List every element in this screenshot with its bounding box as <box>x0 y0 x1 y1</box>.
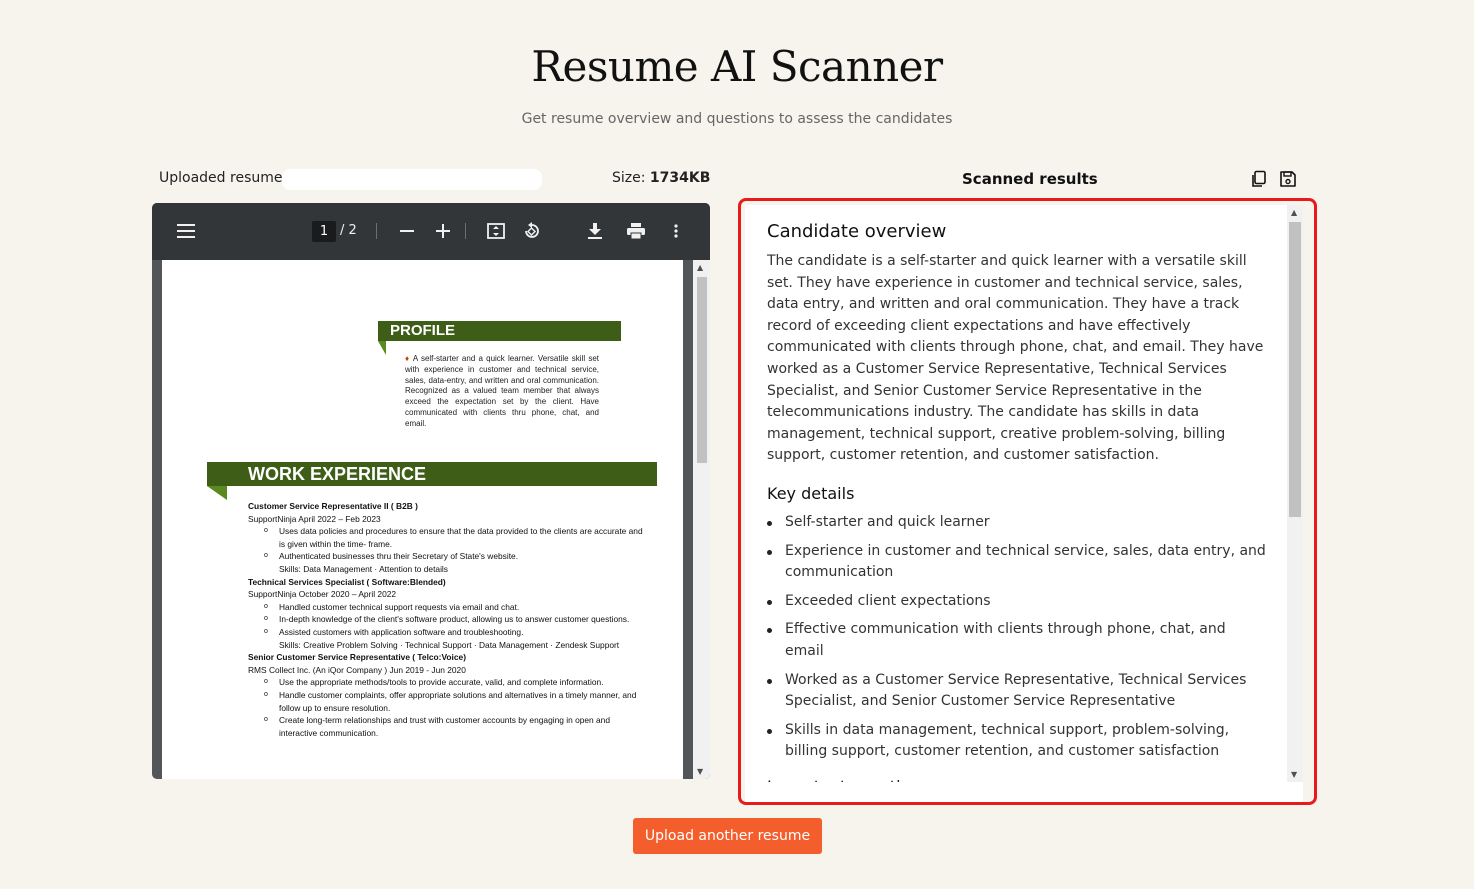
upload-another-resume-button[interactable]: Upload another resume <box>633 818 822 854</box>
banner-fold <box>207 486 227 500</box>
scanned-results-title: Scanned results <box>962 170 1098 188</box>
job-bullet: o In-depth knowledge of the client's software product, allowing us to answer customer questions. <box>248 613 648 626</box>
list-item: Effective communication with clients through phone, chat, and email <box>767 619 1267 662</box>
candidate-overview-text: The candidate is a self-starter and quick learner with a versatile skill set. They have experience in customer and technical service, sales, data entry, and written and oral communication. They have a track record of exceeding client expectations and have effectively communicated with clients through phone, chat, and email. They have worked as a Customer Service Representative, Technical Services Specialist, and Senior Customer Service Representative in the telecommunications industry. The candidate has skills in data management, technical support, creative problem-solving, billing support, customer retention, and customer satisfaction. <box>767 253 1264 464</box>
page-subtitle: Get resume overview and questions to assess the candidates <box>521 111 953 127</box>
results-scrollbar[interactable] <box>1287 205 1303 782</box>
hamburger-icon[interactable] <box>176 220 196 242</box>
pdf-scroll-thumb[interactable] <box>697 277 707 463</box>
job-bullet: o Assisted customers with application software and troubleshooting. <box>248 626 648 639</box>
job-bullet: o Handled customer technical support requests via email and chat. <box>248 601 648 614</box>
profile-heading: PROFILE <box>378 321 621 341</box>
key-details-heading: Key details <box>767 483 855 503</box>
list-item: Experience in customer and technical service, sales, data entry, and communication <box>767 541 1267 584</box>
zoom-in-icon[interactable] <box>433 220 453 242</box>
key-details-list <box>767 512 1267 763</box>
download-icon[interactable] <box>585 220 605 242</box>
page-total: / 2 <box>340 223 357 238</box>
job-bullet: o Create long-term relationships and trust with customer accounts by engaging in open and interactive communication. <box>248 714 648 739</box>
pdf-viewer[interactable] <box>152 203 710 779</box>
results-content <box>767 221 1267 805</box>
print-icon[interactable] <box>625 220 647 242</box>
job-bullet: o Use the appropriate methods/tools to provide accurate, valid, and complete information. <box>248 676 648 689</box>
work-experience-heading: WORK EXPERIENCE <box>207 462 657 486</box>
uploaded-filename-field <box>282 169 542 190</box>
candidate-overview-heading: Candidate overview <box>767 221 947 242</box>
job-meta: SupportNinja April 2022 – Feb 2023 <box>248 513 381 524</box>
fit-page-icon[interactable] <box>485 220 507 242</box>
list-item: Exceeded client expectations <box>767 591 1267 613</box>
pdf-scrollbar[interactable] <box>693 260 710 779</box>
job-bullet: o Handle customer complaints, offer appropriate solutions and alternatives in a timely manner, and follow up to ensure resolution. <box>248 689 648 714</box>
scroll-up-arrow[interactable]: ▲ <box>697 263 704 272</box>
job-title: Technical Services Specialist ( Software:Blended) <box>248 576 446 587</box>
profile-text: ♦ A self-starter and a quick learner. Versatile skill set with experience in customer and technical service, sales, data-entry, and written and oral communication. Recognized as a valued team member that always exceed the expectation set by the client. Have communicated with clients thru phone, chat, and email. <box>405 354 599 428</box>
pdf-toolbar <box>152 203 710 260</box>
uploaded-resume-label: Uploaded resume <box>159 170 283 186</box>
more-icon[interactable] <box>666 220 686 242</box>
results-scroll-thumb[interactable] <box>1289 222 1301 517</box>
scroll-down-arrow[interactable]: ▼ <box>1291 770 1298 779</box>
profile-bullet-icon: ♦ <box>405 354 411 363</box>
toolbar-divider <box>465 223 466 239</box>
job-skills: Skills: Data Management · Attention to details <box>279 563 448 574</box>
scroll-down-arrow[interactable]: ▼ <box>697 767 704 776</box>
copy-icon[interactable] <box>1250 170 1268 188</box>
list-item: Worked as a Customer Service Representative, Technical Services Specialist, and Senior Customer Service Representative <box>767 670 1267 713</box>
job-bullet: o Uses data policies and procedures to ensure that the data provided to the clients are accurate and is given within the time- frame. <box>248 525 648 550</box>
job-bullet: o Authenticated businesses thru their Secretary of State's website. <box>248 550 648 563</box>
zoom-out-icon[interactable] <box>397 220 417 242</box>
job-meta: SupportNinja October 2020 – April 2022 <box>248 589 397 600</box>
job-meta: RMS Collect Inc. (An iQor Company ) Jun 2019 - Jun 2020 <box>248 664 466 675</box>
save-icon[interactable] <box>1279 170 1297 188</box>
rotate-icon[interactable] <box>521 220 543 242</box>
scroll-up-arrow[interactable]: ▲ <box>1291 208 1298 217</box>
job-skills: Skills: Creative Problem Solving · Technical Support · Data Management · Zendesk Support <box>279 639 620 650</box>
work-experience-list <box>248 500 648 739</box>
banner-fold <box>378 341 386 355</box>
list-item: Skills in data management, technical support, problem-solving, billing support, customer retention, and customer satisfaction <box>767 720 1267 763</box>
toolbar-divider <box>376 223 377 239</box>
pdf-page <box>162 260 683 779</box>
list-item: Self-starter and quick learner <box>767 512 1267 534</box>
file-size-label: Size: <box>612 170 646 186</box>
results-panel-footer <box>745 782 1303 802</box>
job-title: Senior Customer Service Representative ( Telco:Voice) <box>248 652 466 663</box>
page-number-input[interactable]: 1 <box>312 221 336 242</box>
file-size-value: 1734KB <box>649 170 711 186</box>
job-title: Customer Service Representative II ( B2B ) <box>248 501 418 511</box>
page-title: Resume AI Scanner <box>531 42 943 91</box>
file-size <box>612 170 710 186</box>
